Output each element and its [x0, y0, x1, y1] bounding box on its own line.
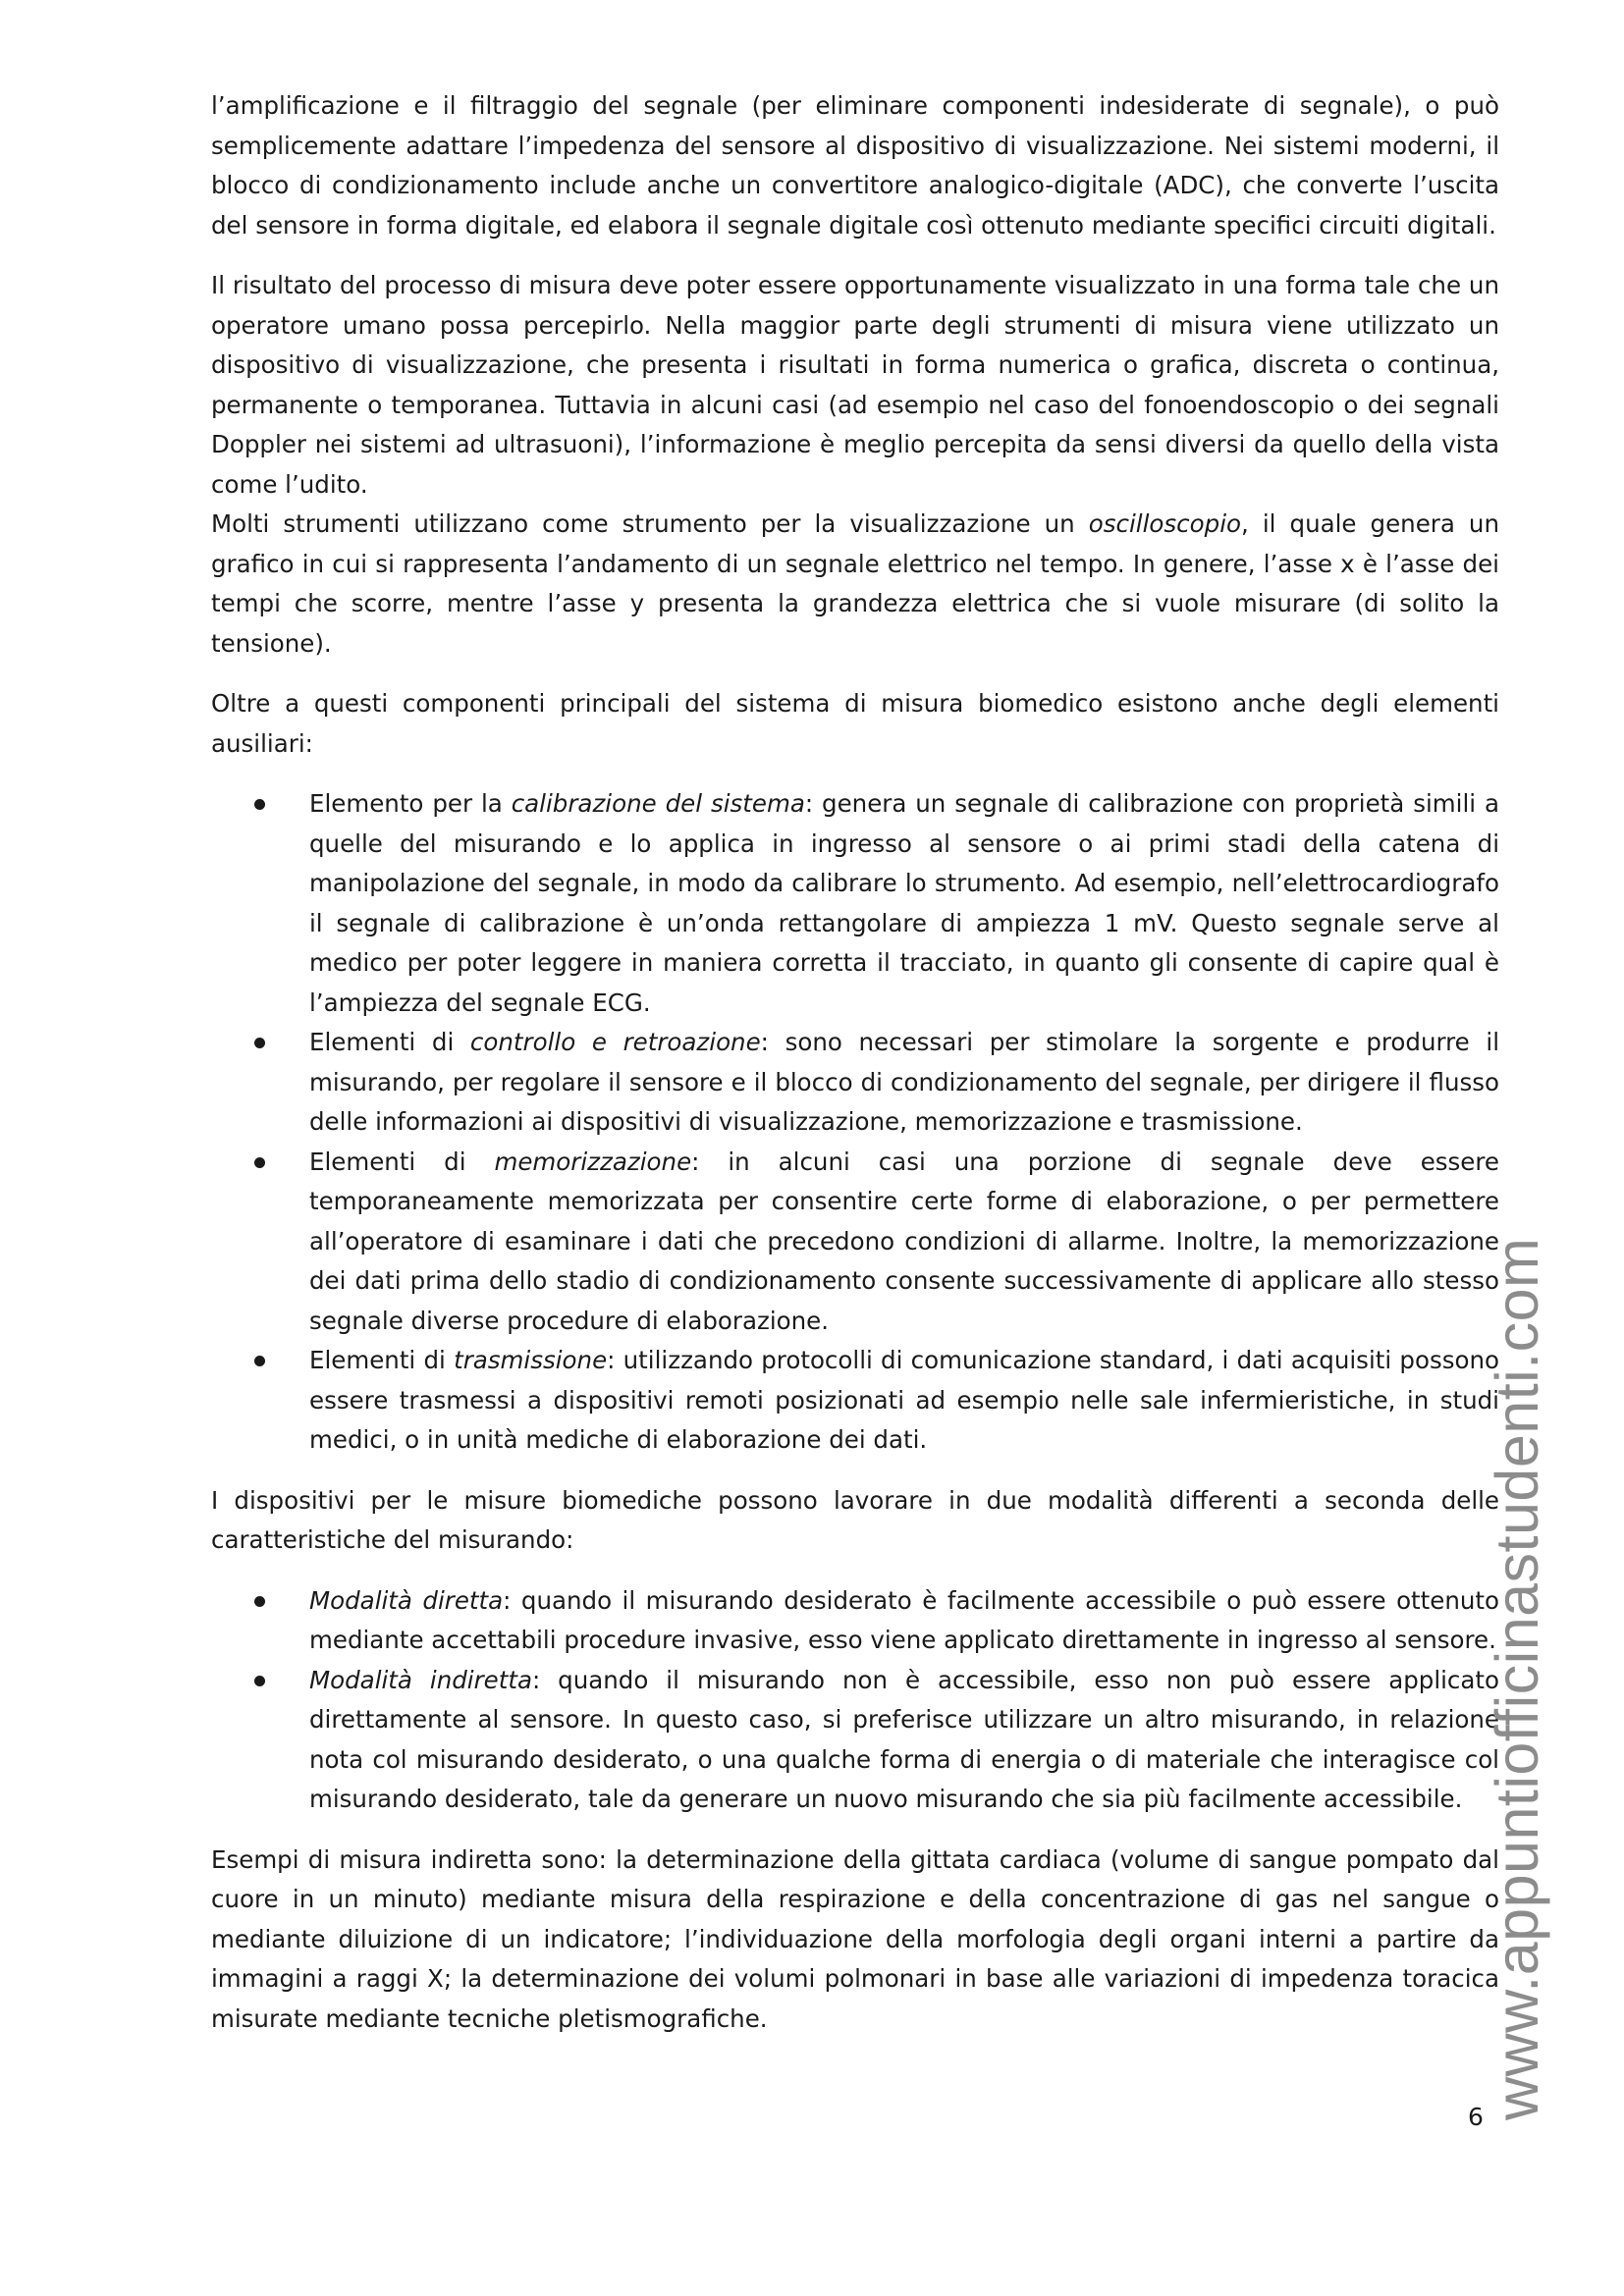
list-item: [211, 1661, 1499, 1820]
list-item-term: trasmissione: [454, 1346, 608, 1374]
list-item-prefix: Elementi di: [309, 1147, 495, 1176]
bullet-icon: [254, 799, 265, 810]
page-number: 6: [1468, 2103, 1484, 2131]
bullet-icon: [254, 1356, 265, 1366]
oscilloscope-text-before: Molti strumenti utilizzano come strumento per la visualizzazione un: [211, 509, 1089, 538]
site-watermark: www.appuntiofficinastudenti.com: [1484, 1237, 1550, 2120]
list-item-term: calibrazione del sistema: [511, 789, 805, 818]
list-item-prefix: Elementi di: [309, 1346, 455, 1374]
list-item: [211, 1023, 1499, 1143]
list-item: [211, 1341, 1499, 1461]
paragraph-conditioning: l’amplificazione e il filtraggio del segnale (per eliminare componenti indesiderate di segnale), o può semplicemente adattare l’impedenza del sensore al dispositivo di visualizzazione. Nei sistemi moderni, il blocco di condizionamento include anche un convertitore analogico-digitale (ADC), che converte l’uscita del sensore in forma digitale, ed elabora il segnale digitale così ottenuto mediante specifici circuiti digitali.: [211, 91, 1499, 240]
list-item-term: memorizzazione: [494, 1147, 692, 1176]
paragraph-oscilloscope: [211, 505, 1499, 664]
bullet-icon: [254, 1038, 265, 1048]
oscilloscope-text-after: , il quale genera un grafico in cui si rappresenta l’andamento di un segnale elettrico nel tempo. In genere, l’asse x è l’asse dei tempi che scorre, mentre l’asse y presenta la grandezza elettrica che si vuole misurare (di solito la tensione).: [211, 509, 1499, 658]
list-item-prefix: Elementi di: [309, 1028, 470, 1056]
list-item: [211, 1581, 1499, 1661]
oscilloscope-term: oscilloscopio: [1088, 509, 1241, 538]
list-item-text: : in alcuni casi una porzione di segnale deve essere temporaneamente memorizzata per consentire certe forme di elaborazione, o per permettere all’operatore di esaminare i dati che precedono condizioni di allarme. Inoltre, la memorizzazione dei dati prima dello stadio di condizionamento consente successivamente di applicare allo stesso segnale diverse procedure di elaborazione.: [309, 1147, 1499, 1335]
list-item: [211, 1143, 1499, 1342]
list-item-text: : quando il misurando non è accessibile, esso non può essere applicato direttamente al sensore. In questo caso, si preferisce utilizzare un altro misurando, in relazione nota col misurando desiderato, o una qualche forma di energia o di materiale che interagisce col misurando desiderato, tale da generare un nuovo misurando che sia più facilmente accessibile.: [309, 1665, 1500, 1813]
paragraph-auxiliary-intro: Oltre a questi componenti principali del sistema di misura biomedico esistono anche degli elementi ausiliari:: [211, 689, 1499, 758]
page-body: [211, 86, 1499, 2059]
list-item-term: Modalità diretta: [309, 1585, 504, 1615]
list-item-text: : utilizzando protocolli di comunicazione standard, i dati acquisiti possono essere trasmessi a dispositivi remoti posizionati ad esempio nelle sale infermieristiche, in studi medici, o in unità mediche di elaborazione dei dati.: [309, 1346, 1499, 1454]
list-item-term: Modalità indiretta: [309, 1665, 532, 1694]
measurement-modes-list: [211, 1581, 1499, 1820]
bullet-icon: [254, 1596, 265, 1607]
paragraph-visualization: Il risultato del processo di misura deve poter essere opportunamente visualizzato in una forma tale che un operatore umano possa percepirlo. Nella maggior parte degli strumenti di misura viene utilizzato un dispositivo di visualizzazione, che presenta i risultati in forma numerica o grafica, discreta o continua, permanente o temporanea. Tuttavia in alcuni casi (ad esempio nel caso del fonoendoscopio o dei segnali Doppler nei sistemi ad ultrasuoni), l’informazione è meglio percepita da sensi diversi da quello della vista come l’udito.: [211, 271, 1499, 499]
auxiliary-elements-list: [211, 784, 1499, 1461]
list-item-term: controllo e retroazione: [469, 1028, 761, 1056]
list-item-prefix: Elemento per la: [309, 789, 512, 818]
paragraph-modes-intro: I dispositivi per le misure biomediche possono lavorare in due modalità differenti a seconda delle caratteristiche del misurando:: [211, 1485, 1499, 1554]
list-item-text: : quando il misurando desiderato è facilmente accessibile o può essere ottenuto mediante accettabili procedure invasive, esso viene applicato direttamente in ingresso al sensore.: [309, 1585, 1499, 1654]
list-item: [211, 784, 1499, 1023]
paragraph-indirect-examples: Esempi di misura indiretta sono: la determinazione della gittata cardiaca (volume di sangue pompato dal cuore in un minuto) mediante misura della respirazione e della concentrazione di gas nel sangue o mediante diluizione di un indicatore; l’individuazione della morfologia degli organi interni a partire da immagini a raggi X; la determinazione dei volumi polmonari in base alle variazioni di impedenza toracica misurate mediante tecniche pletismografiche.: [211, 1844, 1499, 2033]
bullet-icon: [254, 1676, 265, 1686]
list-item-text: : sono necessari per stimolare la sorgente e produrre il misurando, per regolare il sensore e il blocco di condizionamento del segnale, per dirigere il flusso delle informazioni ai dispositivi di visualizzazione, memorizzazione e trasmissione.: [309, 1028, 1499, 1136]
list-item-text: : genera un segnale di calibrazione con proprietà simili a quelle del misurando e lo applica in ingresso al sensore o ai primi stadi della catena di manipolazione del segnale, in modo da calibrare lo strumento. Ad esempio, nell’elettrocardiografo il segnale di calibrazione è un’onda rettangolare di ampiezza 1 mV. Questo segnale serve al medico per poter leggere in maniera corretta il tracciato, in quanto gli consente di capire qual è l’ampiezza del segnale ECG.: [309, 789, 1499, 1017]
bullet-icon: [254, 1157, 265, 1168]
